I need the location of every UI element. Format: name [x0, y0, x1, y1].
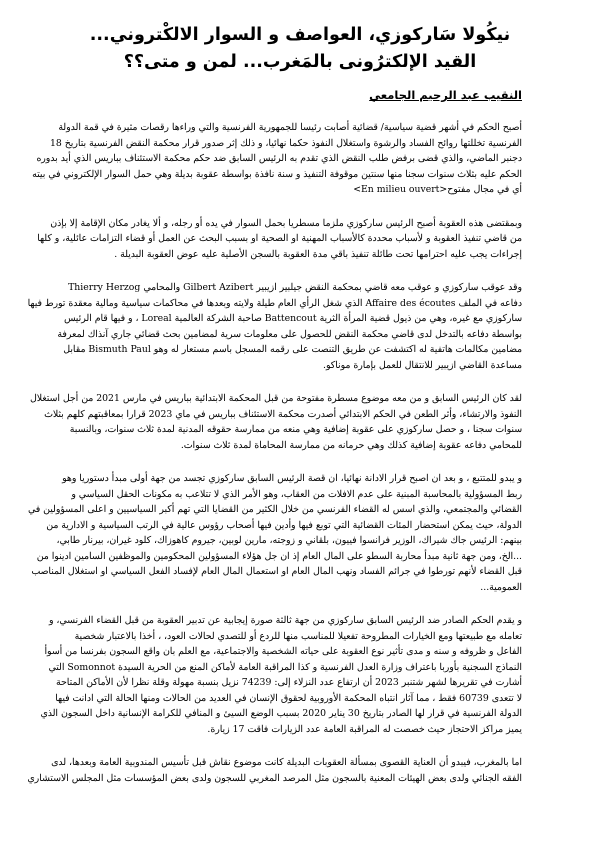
paragraph-line: أشارت في تقريرها لشهر شتنبر 2023 أن ارتفاع عدد النزلاء إلى: 74239 نزيل بنسبة مهولة وقلة نظرا لأن الأماكن المتاحة: [56, 677, 522, 688]
article-title: [78, 22, 522, 76]
paragraph: [32, 120, 522, 198]
paragraph-line: أي في مجال مفتوح<En milieu ouvert>: [353, 184, 522, 195]
paragraph: [40, 613, 522, 737]
paragraph-line: وقد عوقب ساركوزي و عوقب معه قاضي بمحكمة النقض جيلبير ازيبير Gilbert Azibert والمحامي Thierry Herzog: [68, 282, 522, 293]
author-name: النقيب عبد الرحيم الجامعي: [369, 88, 522, 102]
paragraph: [27, 755, 522, 786]
paragraph-line: من قاضي تنفيذ العقوبة و لأسباب محددة كالأسباب المهنية او الصحية او بسبب البحث عن العمل أو قضاء التزامات عائلية، و كلها: [37, 233, 522, 244]
paragraph-line: للمحامي دفاعه عقوبة إضافية كذلك وهي حرمانه من ممارسة المحاماة لمدة ثلاث سنوات.: [180, 439, 522, 451]
paragraph-line: الفرنسية تخللتها روائح الفساد والرشوة واستغلال النفوذ حكما نهائيا، و ذلك إثر صدور قرار محكمة النقض الفرنسية بتاريخ 18: [49, 137, 522, 149]
paragraph: [37, 216, 522, 263]
paragraph-line: يميز مراكز الاحتجاز حيث خصصت له المراقبة العامة عدد الزيارات فاقت 17 زيارة.: [207, 723, 522, 735]
paragraph-line: لقد كان الرئيس السابق و من معه موضوع مسطرة مفتوحة من قبل المحكمة الابتدائية بباريس في مارس 2021 من أجل استغلال: [29, 393, 522, 404]
paragraph-line: الحكم عليه بثلاث سنوات سجنا منها سنتين موقوفة التنفيذ و سنة نافذة بواسطة عقوبة بديلة وهي حمل السوار الإلكتروني في بيته: [32, 168, 522, 180]
paragraph-line: مساعدة القاضي ازيبير للانتقال للعمل بإمارة موناكو.: [323, 359, 522, 371]
paragraph-line: تعامله مع طبيعتها ومع الخيارات المطروحة تفعيلا للمناسب منها للردع أو للتصدي لحالات العود، ، أخذا بالاعتبار شخصية: [74, 630, 522, 642]
paragraph: [27, 280, 522, 373]
paragraph-line: و يبدو للمتتبع ، و بعد ان اصبح قرار الادانة نهائيا، ان قصة الرئيس السابق ساركوزي تجسد من جهة أولى مبدأ دستوريا وهو: [62, 473, 522, 484]
paragraph-line: الفاعل و ظروفه و سنه و مدى تأثير نوع العقوبة على حياته الشخصية والاجتماعية، مع العلم بان واقع السجون بفرنسا من أسوأ: [44, 646, 522, 657]
paragraph-line: بينهم: الرئيس جاك شيراك، الوزير فرانسوا فييون، بلقاني و زوجته، مارين لوبين، جيروم كاهوزاك، كلود غيران، بيرنار طابي،: [56, 535, 522, 546]
paragraph-line: ...الخ، ومن جهة ثانية مبدأ محاربة السطو على المال العام إذ ان جل هؤلاء المسؤولين المحكومين والموظفين السامين ادينوا من: [36, 550, 522, 562]
paragraph-line: قبل القضاء لأنهم تورطوا في جرائم الفساد ونهب المال العام او استعمال المال العام لإفساد الفعل السياسي او استغلال المناصب: [31, 566, 522, 577]
paragraph-line: إجراءات يجب عليه احترامها تحت طائلة تنفيذ باقي مدة العقوبة بالسجن الأصلية عليه عوض العقوبة البديلة .: [114, 248, 522, 260]
paragraph-line: النفوذ والارتشاء، وأثر الطعن في الحكم الابتدائي أصدرت محكمة الاستئناف بباريس في ماي 2023 قرارا بمعاقبتهم كلهم بثلاث: [44, 408, 522, 420]
paragraph-line: الدولة الفرنسية في قرار لها الصادر بتاريخ 30 يناير 2020 بسبب الوضع السيئ و المنافي للكرامة الإنسانية داخل السجون الذي: [40, 708, 522, 719]
paragraph-line: لا تتعدى 60739 فقط ، مما آثار انتباه المحكمة الأوروبية لحقوق الإنسان في العديد من الحالات ومنها الحالة التي ادانت فيها: [55, 692, 522, 704]
paragraph-line: وبمقتضى هذه العقوبة أصبح الرئيس ساركوزي ملزما مسطريا بحمل السوار في يده أو رجله، و ألا يغادر مكان الإقامة إلا بإذن: [50, 217, 522, 229]
paragraph-line: العمومية...: [480, 581, 522, 593]
paragraph-line: النماذج السجنية بأوربا باعتراف وزارة العدل الفرنسية و كذا المراقبة العامة لأماكن المنع من الحرية السيدة Somonnot التي: [48, 661, 522, 673]
paragraph-line: بواسطة دفاعه بالتدخل لدى قاضي محكمة النقض للحصول على معلومات سرية لمضامين بحث قضائي جاري آنذاك لمعرفة: [57, 328, 522, 340]
paragraph-line: اما بالمغرب، فيبدو أن العناية القصوى بمسألة العقوبات البديلة كانت موضوع نقاش قبل تأسيس المندوبية العامة وبعدها، لدى: [51, 757, 522, 768]
article-body: [27, 120, 522, 786]
paragraph-line: دفاعه في الملف Affaire des écoutes الذي شغل الرأي العام طيلة ولايته وبعدها في محاكمات سياسية ومالية معقدة تورط فيها: [27, 297, 522, 309]
paragraph: [29, 391, 522, 453]
paragraph-line: الدولة، حيث يمكن استحضار المئات القضائية التي توبع فيها وأدين فيها أصحاب رؤوس عالية في الرتب السياسية و الادارية من: [46, 519, 522, 531]
paragraph-line: ساركوزي مع غيره، وهي من ذيول قضية المرأة الثرية Battencout صاحبة الشركة العالمية Loreal ، و فيها قام الرئيس: [63, 313, 522, 324]
paragraph-line: أصبح الحكم في أشهر قضية سياسية/ قضائية أصابت رئيسا للجمهورية الفرنسية والتي وراءها رقصات مثيرة في قمة الدولة: [58, 122, 522, 133]
paragraph-line: ربط المسؤولية بالمحاسبة المبنية على عدم الافلات من العقاب، وهو الأمر الذي لا تتلاعب به مكونات الحقل السياسي و: [71, 488, 522, 500]
paragraph: [28, 471, 522, 595]
paragraph-line: و يقدم الحكم الصادر ضد الرئيس السابق ساركوزي من جهة ثالثة صورة إيجابية عن تدبير العقوبة من قبل القضاء الفرنسي، و: [48, 615, 522, 626]
title-line-2: القيد الإلكترُونى بالمَغرب... لمن و متى؟؟: [123, 52, 477, 72]
paragraph-line: دجنبر الماضي، والذي قضى برفض طلب النقض الذي تقدم به الرئيس السابق ضد حكم محكمة الاستئناف بباريس الذي أيد بدوره: [36, 153, 522, 164]
paragraph-line: القضائي والمجتمعي، والذي اسس له القضاء الفرنسي من خلال الكثير من القضايا التي تهم أكبر السياسيين و اعلى المسؤولين في: [28, 504, 522, 515]
paragraph-line: الفقه الجنائي ولدى بعض الهيئات المعنية بالسجون مثل المرصد المغربي للسجون ولدى بعض المؤسسات مثل المجلس الاستشاري: [27, 772, 522, 784]
paragraph-line: مضامين مكالمات هاتفية له اكتشفت عن طريق التنصت على رقمه المسجل باسم مستعار له وهو Bismuth Paul مقابل: [63, 344, 522, 355]
title-line-1: نيكُولا سَاركوزي، العواصف و السوار الالكْتروني...: [89, 25, 511, 45]
paragraph-line: سنوات سجنا ، و حصل ساركوزي على عقوبة إضافية وهي منعه من ممارسة حقوقه المدنية لمدة ثلاث سنوات، وبالنسبة: [69, 424, 522, 435]
